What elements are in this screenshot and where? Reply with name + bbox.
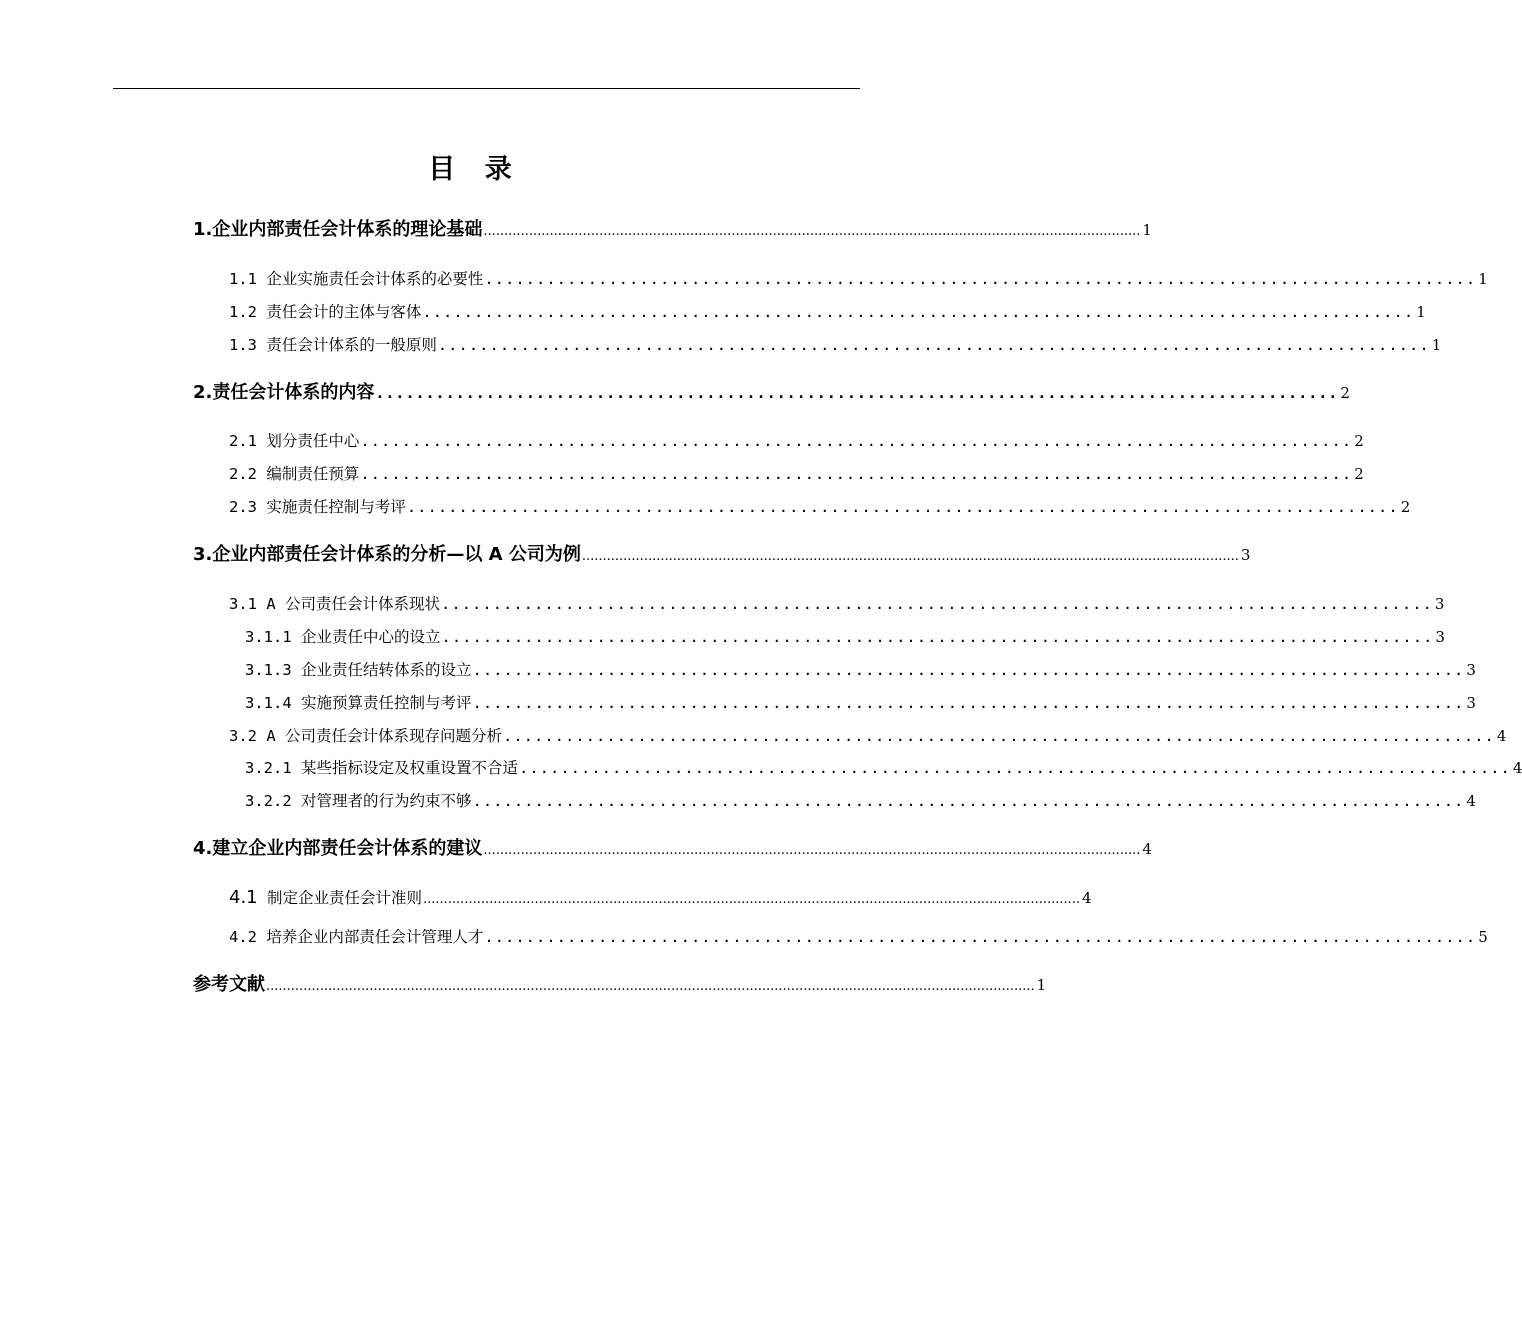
toc-entry-2-3[interactable] (229, 496, 1411, 518)
toc-page-number: 4 (1082, 889, 1092, 907)
toc-page-number: 2 (1340, 384, 1350, 402)
toc-entry-label: 3.1.1 企业责任中心的设立 (245, 628, 441, 646)
toc-entry-label: 3.2 A 公司责任会计体系现存问题分析 (229, 727, 502, 745)
toc-entry-label: 3.1 A 公司责任会计体系现状 (229, 595, 440, 613)
toc-entry-3-2-2[interactable] (245, 790, 1476, 812)
dot-leader: .......................................................................................................................................................................................... (266, 979, 1035, 994)
toc-title: 目 录 (428, 154, 522, 185)
toc-page-number: 2 (1400, 498, 1411, 516)
toc-entry-label: 1.1 企业实施责任会计体系的必要性 (229, 270, 484, 288)
toc-entry-label: 3.1.3 企业责任结转体系的设立 (245, 661, 472, 679)
toc-entry-references[interactable] (193, 972, 1047, 1000)
toc-page-number: 1 (1142, 221, 1152, 239)
toc-entry-label: 3.1.4 实施预算责任控制与考评 (245, 694, 472, 712)
toc-page-number: 4 (1512, 759, 1522, 777)
dot-leader: ................................................................................................ (360, 465, 1353, 483)
toc-page-number: 4 (1466, 792, 1476, 810)
dot-leader: ................................................................................................ (406, 498, 1399, 516)
dot-leader: ............................................................................................................................................................... (422, 892, 1081, 907)
toc-entry-1[interactable] (193, 217, 1152, 245)
toc-entry-number: 4.1 (229, 887, 258, 908)
toc-entry-label: 2.责任会计体系的内容 (193, 382, 375, 403)
toc-entry-label: 1.3 责任会计体系的一般原则 (229, 336, 437, 354)
toc-entry-label: 3.2.2 对管理者的行为约束不够 (245, 792, 472, 810)
toc-page-number: 1 (1478, 270, 1488, 288)
toc-entry-4[interactable] (193, 836, 1152, 864)
toc-entry-1-3[interactable] (229, 334, 1442, 356)
toc-entry-label: 2.2 编制责任预算 (229, 465, 360, 483)
dot-leader: ................................................................................................ (472, 694, 1465, 712)
toc-page-number: 2 (1354, 432, 1364, 450)
toc-entry-label: 2.3 实施责任控制与考评 (229, 498, 406, 516)
toc-entry-2-2[interactable] (229, 463, 1364, 485)
toc-page-number: 5 (1478, 928, 1488, 946)
toc-entry-4-2[interactable] (229, 926, 1488, 948)
toc-entry-2-1[interactable] (229, 430, 1364, 452)
toc-entry-label: 1.2 责任会计的主体与客体 (229, 303, 422, 321)
toc-entry-3-2[interactable] (229, 725, 1507, 747)
toc-page-number: 1 (1416, 303, 1426, 321)
toc-entry-label: 4.建立企业内部责任会计体系的建议 (193, 838, 483, 859)
toc-entry-3-1-3[interactable] (245, 659, 1476, 681)
dot-leader: ................................................................................................ (503, 727, 1495, 745)
dot-leader: ................................................................................................ (472, 661, 1465, 679)
toc-entry-label: 1.企业内部责任会计体系的理论基础 (193, 219, 483, 240)
dot-leader: ................................................................................................ (472, 792, 1465, 810)
toc-entry-label: 3.企业内部责任会计体系的分析—以 A 公司为例 (193, 544, 581, 565)
toc-page-number: 4 (1142, 840, 1152, 858)
dot-leader: ................................................................................................ (441, 628, 1434, 646)
dot-leader: ................................................................................................ (519, 759, 1511, 777)
toc-entry-1-1[interactable] (229, 268, 1488, 290)
toc-entry-3-2-1[interactable] (245, 757, 1522, 779)
dot-leader: ................................................................................................ (437, 336, 1430, 354)
toc-page-number: 4 (1496, 727, 1507, 745)
toc-page-number: 1 (1431, 336, 1442, 354)
toc-entry-label (229, 887, 422, 909)
toc-page-number: 3 (1466, 661, 1476, 679)
dot-leader: ................................................................................................ (484, 928, 1477, 946)
dot-leader: ............................................................................................................................................................... (581, 549, 1239, 564)
dot-leader: ................................................................................................ (441, 595, 1433, 613)
toc-entry-2[interactable] (193, 380, 1350, 406)
toc-page-number: 1 (1036, 976, 1047, 994)
toc-entry-3[interactable] (193, 542, 1251, 570)
toc-entry-label: 参考文献 (193, 974, 265, 995)
toc-entry-label: 2.1 划分责任中心 (229, 432, 360, 450)
toc-page-number: 3 (1434, 595, 1445, 613)
toc-entry-3-1-1[interactable] (245, 626, 1445, 648)
toc-page-number: 2 (1354, 465, 1364, 483)
toc-entry-4-1[interactable] (229, 887, 1092, 911)
toc-entry-1-2[interactable] (229, 301, 1426, 323)
toc-entry-label: 4.2 培养企业内部责任会计管理人才 (229, 928, 484, 946)
toc-entry-3-1[interactable] (229, 593, 1445, 615)
dot-leader: ................................................................................................ (360, 432, 1353, 450)
toc-entry-3-1-4[interactable] (245, 692, 1476, 714)
dot-leader: ............................................................................................................................................................... (483, 224, 1141, 239)
toc-page-number: 3 (1466, 694, 1476, 712)
dot-leader: ................................................................................................ (422, 303, 1415, 321)
toc-page-number: 3 (1240, 546, 1251, 564)
toc-entry-text: 制定企业责任会计准则 (257, 889, 422, 907)
dot-leader: ............................................................................................................................................................... (483, 843, 1141, 858)
dot-leader: ................................................................................................ (375, 384, 1339, 402)
toc-entry-label: 3.2.1 某些指标设定及权重设置不合适 (245, 759, 518, 777)
dot-leader: ................................................................................................ (484, 270, 1477, 288)
toc-page-number: 3 (1435, 628, 1445, 646)
